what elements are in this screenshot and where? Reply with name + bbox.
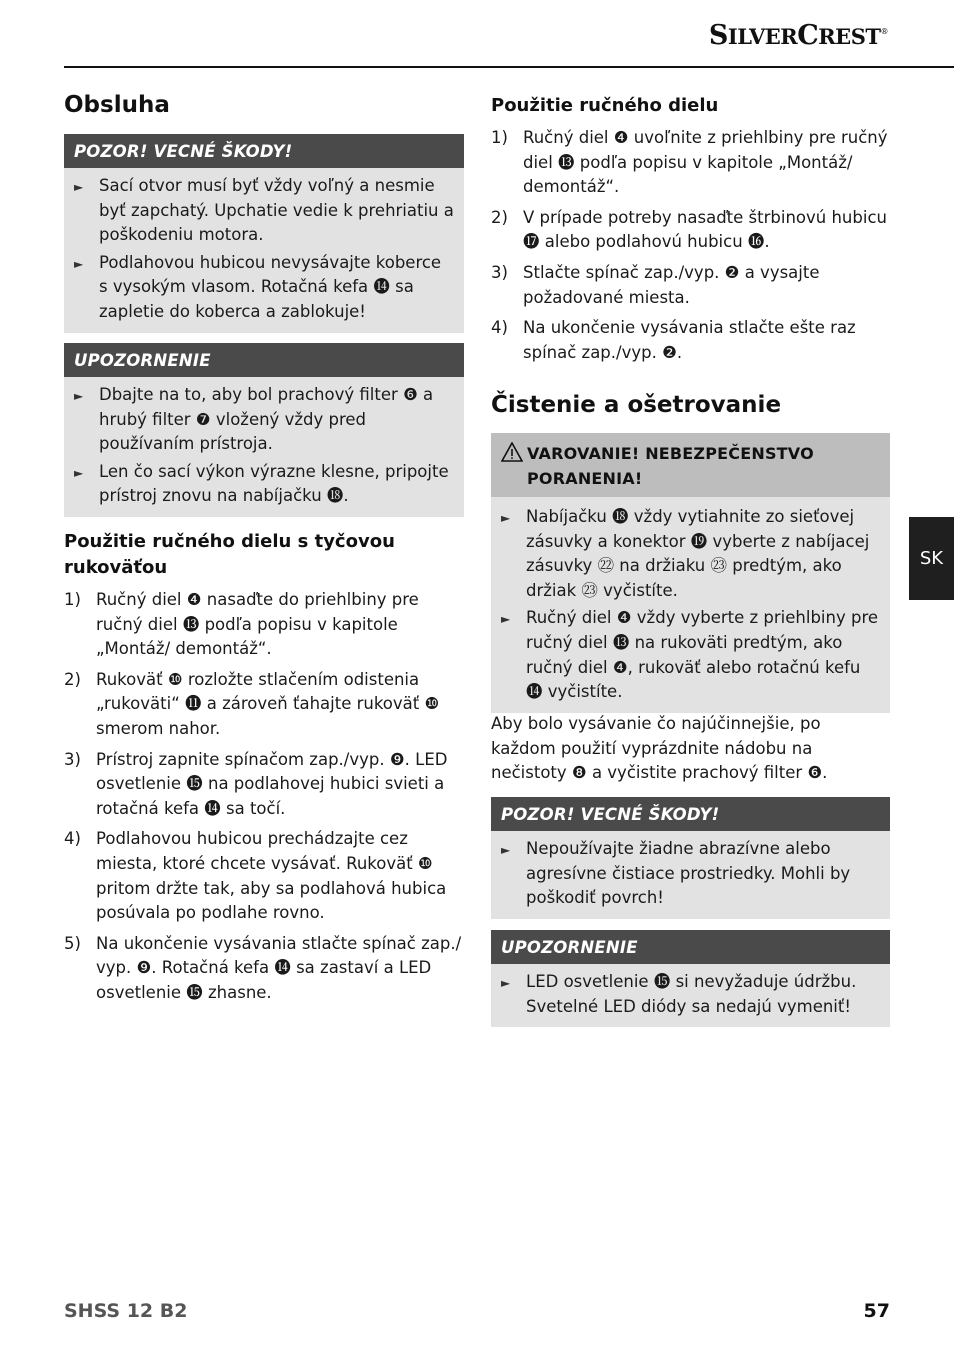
list-item: ► Podlahovou hubicou nevysávajte koberce s vysokým vlasom. Rotačná kefa ⓮ sa zapletie do koberca a zablokuje!: [74, 251, 454, 325]
step-item: 2) V prípade potreby nasaďte štrbinovú hubicu ⓱ alebo podlahovú hubicu ⓰.: [491, 207, 887, 252]
step-item: 4) Na ukončenie vysávania stlačte ešte raz spínač zap./vyp. ❷.: [491, 318, 856, 362]
step-item: 3) Stlačte spínač zap./vyp. ❷ a vysajte požadované miesta.: [491, 262, 820, 307]
cleaning-paragraph: Aby bolo vysávanie čo najúčinnejšie, po každom použití vyprázdnite nádobu na nečistoty ❽ a vyčistite prachový filter ❻.: [491, 714, 828, 783]
step-item: 1) Ručný diel ❹ nasaďte do priehlbiny pre ručný diel ⓭ podľa popisu v kapitole „Montáž/ demontáž“.: [64, 590, 419, 659]
warning-triangle-icon: [501, 442, 527, 469]
arrow-bullet-icon: ►: [74, 180, 84, 194]
brand-logo: SILVERCREST®: [708, 20, 888, 51]
steps-list: [64, 588, 464, 1012]
step-item: 4) Podlahovou hubicou prechádzajte cez miesta, ktoré chcete vysávať. Rukoväť ❿ pritom držte tak, aby sa podlahová hubica posúvala po podlahe rovno.: [64, 829, 447, 923]
notice-box-property-damage: [491, 797, 890, 919]
subsection-title-handle-use: Použitie ručného dielu s tyčovou rukoväťou: [64, 531, 395, 578]
arrow-bullet-icon: ►: [501, 843, 511, 857]
arrow-bullet-icon: ►: [74, 465, 84, 480]
warning-heading: VAROVANIE! NEBEZPEČENSTVO PORANENIA!: [491, 433, 890, 497]
footer-model-number: SHSS 12 B2: [64, 1300, 188, 1322]
arrow-bullet-icon: ►: [74, 389, 84, 403]
step-item: 5) Na ukončenie vysávania stlačte spínač zap./ vyp. ❾. Rotačná kefa ⓮ sa zastaví a LED osvetlenie ⓯ zhasne.: [64, 933, 462, 1002]
arrow-bullet-icon: ►: [74, 256, 84, 271]
section-title-cleaning: Čistenie a ošetrovanie: [491, 392, 782, 418]
list-item: ► Ručný diel ❹ vždy vyberte z priehlbiny pre ručný diel ⓭ na rukoväti predtým, ako ručný diel ❹, rukoväť alebo rotačnú kefu ⓮ vyčistíte.: [501, 606, 880, 704]
notice-box-property-damage: [64, 134, 464, 333]
steps-list: [491, 126, 890, 371]
notice-heading: POZOR! VECNÉ ŠKODY!: [491, 797, 890, 831]
notice-heading: UPOZORNENIE: [64, 343, 464, 377]
arrow-bullet-icon: ►: [501, 612, 511, 627]
list-item: ► Sací otvor musí byť vždy voľný a nesmie byť zapchatý. Upchatie vedie k prehriatiu a poškodeniu motora.: [74, 174, 454, 248]
notice-box-note: [64, 343, 464, 517]
step-item: 2) Rukoväť ❿ rozložte stlačením odistenia „rukoväti“ ⓫ a zároveň ťahajte rukoväť ❿ smerom nahor.: [64, 669, 440, 738]
subsection-title-handheld-use: Použitie ručného dielu: [491, 95, 719, 116]
section-title-obsluha: Obsluha: [64, 92, 170, 118]
step-item: 1) Ručný diel ❹ uvoľnite z priehlbiny pre ručný diel ⓭ podľa popisu v kapitole „Montáž/ demontáž“.: [491, 128, 888, 197]
warning-box-injury: [491, 433, 890, 713]
list-item: ► LED osvetlenie ⓯ si nevyžaduje údržbu. Svetelné LED diódy sa nedajú vymeniť!: [501, 970, 880, 1019]
arrow-bullet-icon: ►: [501, 976, 511, 990]
page-number: 57: [863, 1300, 890, 1322]
list-item: ► Nepoužívajte žiadne abrazívne alebo agresívne čistiace prostriedky. Mohli by poškodiť povrch!: [501, 837, 880, 911]
header-rule: [64, 66, 954, 68]
list-item: ► Len čo sací výkon výrazne klesne, pripojte prístroj znovu na nabíjačku ⓲.: [74, 460, 454, 509]
step-item: 3) Prístroj zapnite spínačom zap./vyp. ❾. LED osvetlenie ⓯ na podlahovej hubici svieti a rotačná kefa ⓮ sa točí.: [64, 749, 448, 818]
notice-box-note: [491, 930, 890, 1027]
list-item: ► Dbajte na to, aby bol prachový filter ❻ a hrubý filter ❼ vložený vždy pred používaním prístroja.: [74, 383, 454, 457]
language-tab: SK: [909, 517, 954, 600]
notice-heading: POZOR! VECNÉ ŠKODY!: [64, 134, 464, 168]
notice-heading: UPOZORNENIE: [491, 930, 890, 964]
arrow-bullet-icon: ►: [501, 511, 511, 525]
list-item: ► Nabíjačku ⓲ vždy vytiahnite zo sieťovej zásuvky a konektor ⓳ vyberte z nabíjacej zásuvky ㉒ na držiaku ㉓ predtým, ako držiak ㉓ vyčistíte.: [501, 505, 880, 603]
